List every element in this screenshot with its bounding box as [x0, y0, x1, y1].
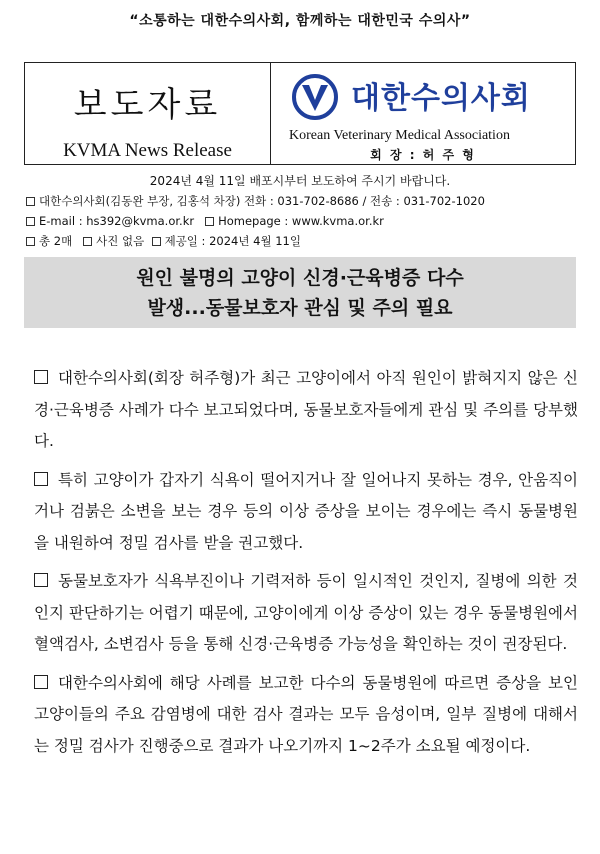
- square-bullet-icon: [34, 573, 48, 587]
- paragraph-text: 대한수의사회(회장 허주형)가 최근 고양이에서 아직 원인이 밝혀지지 않은 신경·근육병증 사례가 다수 보고되었다며, 동물보호자들에게 관심 및 주의를 당부했다.: [34, 369, 578, 450]
- paragraph-text: 특히 고양이가 갑자기 식욕이 떨어지거나 잘 일어나지 못하는 경우, 안움직이거나 검붉은 소변을 보는 경우 등의 이상 증상을 보이는 경우에는 즉시 동물병원을 내원하여 정밀 검사를 받을 권고했다.: [34, 470, 578, 552]
- square-bullet-icon: [34, 370, 48, 384]
- paragraph: [30, 465, 578, 560]
- press-release-label-block: [25, 63, 271, 164]
- checkbox-icon: [83, 237, 92, 246]
- contact-row: [26, 191, 576, 211]
- contact-info: [26, 191, 576, 251]
- press-release-title-en: KVMA News Release: [63, 140, 232, 161]
- article-body: [30, 363, 578, 769]
- paragraph-text: 동물보호자가 식욕부진이나 기력저하 등이 일시적인 것인지, 질병에 의한 것인지 판단하기는 어렵기 때문에, 고양이에게 이상 증상이 있는 경우 동물병원에서 혈액검사, 소변검사 등을 통해 신경·근육병증 가능성을 확인하는 것이 권장된다.: [34, 572, 578, 653]
- photo-status: 사진 없음: [96, 234, 145, 248]
- contact-phone: 대한수의사회(김동완 부장, 김홍석 차장) 전화 : 031-702-8686 / 전송 : 031-702-1020: [39, 194, 485, 208]
- paragraph: [30, 668, 578, 763]
- square-bullet-icon: [34, 472, 48, 486]
- square-bullet-icon: [34, 675, 48, 689]
- association-name-en: Korean Veterinary Medical Association: [289, 128, 510, 143]
- slogan: “소통하는 대한수의사회, 함께하는 대한민국 수의사”: [129, 13, 471, 29]
- paragraph: [30, 566, 578, 661]
- headline-line-1: 원인 불명의 고양이 신경·근육병증 다수: [136, 267, 464, 289]
- paragraph-text: 대한수의사회에 해당 사례를 보고한 다수의 동물병원에 따르면 증상을 보인 고양이들의 주요 감염병에 대한 검사 결과는 모두 음성이며, 일부 질병에 대해서는 정밀 검사가 진행중으로 결과가 나오기까지 1~2주가 소요될 예정이다.: [34, 673, 578, 755]
- headline-box: [24, 257, 576, 328]
- checkbox-icon: [26, 237, 35, 246]
- checkbox-icon: [26, 197, 35, 206]
- president-line: 회 장 : 허 주 형: [370, 148, 476, 162]
- paragraph: [30, 363, 578, 458]
- press-release-header: [24, 62, 576, 165]
- association-block: [271, 63, 575, 164]
- checkbox-icon: [152, 237, 161, 246]
- association-logo-text: 대한수의사회: [351, 81, 531, 116]
- provided-date: 제공일 : 2024년 4월 11일: [164, 234, 301, 248]
- contact-row: [26, 211, 576, 231]
- contact-email: E-mail : hs392@kvma.or.kr: [39, 214, 195, 228]
- press-release-title-ko: 보도자료: [73, 85, 222, 125]
- release-instruction: 2024년 4월 11일 배포시부터 보도하여 주시기 바랍니다.: [149, 174, 451, 188]
- headline-line-2: 발생...동물보호자 관심 및 주의 필요: [147, 297, 453, 319]
- checkbox-icon: [205, 217, 214, 226]
- contact-row: [26, 231, 576, 251]
- contact-homepage: Homepage : www.kvma.or.kr: [218, 214, 384, 228]
- checkbox-icon: [26, 217, 35, 226]
- kvma-logo-icon: [291, 73, 339, 121]
- page-count: 총 2매: [39, 234, 73, 248]
